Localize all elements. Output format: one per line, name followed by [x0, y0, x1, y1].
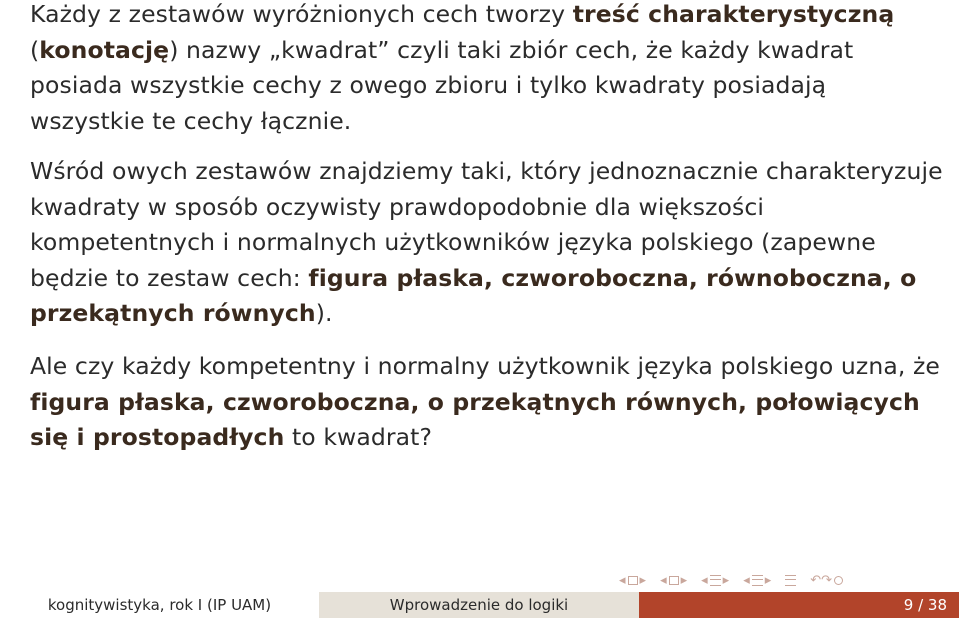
beamer-navigation [618, 571, 844, 589]
paragraph-text: ). [315, 299, 333, 327]
arrow-left-icon[interactable]: ◂ [743, 572, 750, 588]
arrow-right-icon[interactable]: ▸ [764, 572, 772, 588]
paragraph-text: ( [30, 35, 40, 64]
paragraph-text: Wśród owych zestawów znajdziemy taki, który jednoznacznie charakteryzuje kwadraty w sposób oczywisty prawdopodobnie dla większości kompetentnych i normalnych użytkowników języka polskiego (zapewne będzie to zestaw cech: [30, 157, 943, 292]
paragraph-text: Ale czy każdy kompetentny i normalny użytkownik języka polskiego uzna, że [30, 352, 940, 380]
bold-term: figura płaska, czworoboczna, równoboczna, o przekątnych równych [30, 263, 917, 327]
section-lines-icon[interactable] [710, 575, 721, 586]
nav-subsection-group [659, 573, 688, 588]
nav-tools-group [809, 573, 844, 588]
bold-term: konotację [39, 35, 170, 64]
paragraph-connotation [30, 0, 945, 139]
footer-page-number: 9 / 38 [639, 592, 959, 618]
nav-frame-group [618, 573, 647, 588]
undo-arrows-icon[interactable]: ↶↷ [810, 572, 833, 588]
nav-align-group [784, 575, 797, 586]
search-icon[interactable] [834, 576, 843, 585]
paragraph-set-of-features [30, 154, 945, 332]
nav-part-group [742, 573, 772, 588]
footer-bar [0, 592, 959, 618]
bold-term: treść charakterystyczną [572, 0, 895, 28]
paragraph-question [30, 349, 945, 456]
align-lines-icon[interactable] [785, 575, 796, 586]
nav-section-group [700, 573, 730, 588]
footer-author: kognitywistyka, rok I (IP UAM) [0, 592, 319, 618]
arrow-left-icon[interactable]: ◂ [701, 572, 708, 588]
footer-title: Wprowadzenie do logiki [319, 592, 639, 618]
arrow-left-icon[interactable]: ◂ [619, 572, 626, 588]
paragraph-text: ) nazwy „kwadrat” czyli taki zbiór cech, że każdy kwadrat posiada wszystkie cechy z owego zbioru i tylko kwadraty posiadają wszystkie te cechy łącznie. [30, 35, 854, 135]
paragraph-text: Każdy z zestawów wyróżnionych cech tworzy [30, 0, 573, 28]
arrow-right-icon[interactable]: ▸ [639, 572, 647, 588]
bold-term: figura płaska, czworoboczna, o przekątnych równych, połowiących się i prostopadłych [30, 387, 920, 451]
arrow-right-icon[interactable]: ▸ [680, 572, 688, 588]
section-lines-icon[interactable] [752, 575, 763, 586]
paragraph-text: to kwadrat? [284, 423, 433, 451]
arrow-right-icon[interactable]: ▸ [722, 572, 730, 588]
frame-box-icon[interactable] [628, 576, 638, 585]
arrow-left-icon[interactable]: ◂ [660, 572, 667, 588]
subsection-box-icon[interactable] [669, 576, 679, 585]
